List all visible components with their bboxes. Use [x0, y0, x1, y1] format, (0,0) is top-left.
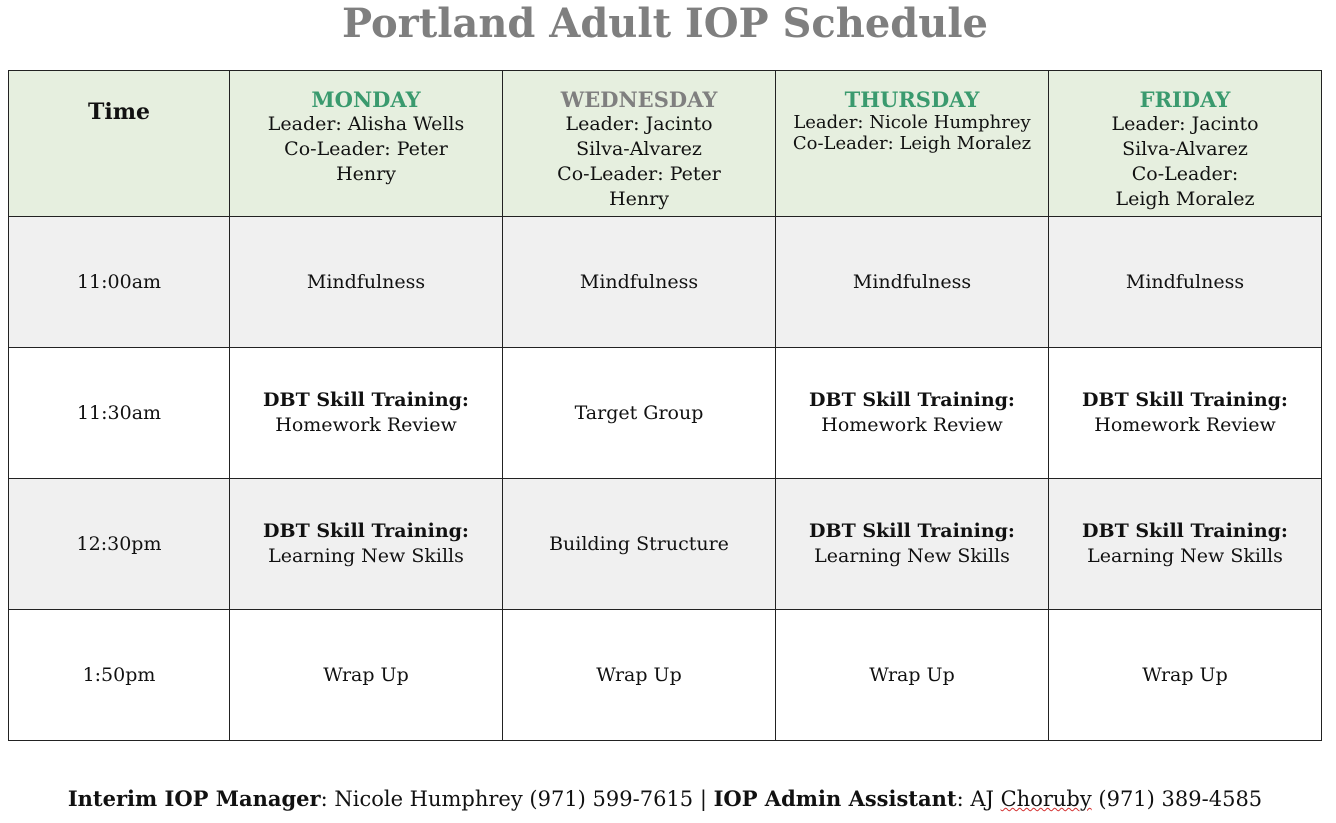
activity-text: Wrap Up	[869, 663, 955, 686]
day-header-wednesday	[503, 71, 776, 217]
day-header-friday	[1049, 71, 1322, 217]
day-header-monday	[230, 71, 503, 217]
assistant-label: IOP Admin Assistant	[713, 786, 957, 811]
activity-cell	[776, 217, 1049, 348]
activity-heading: DBT Skill Training:	[263, 389, 469, 411]
time-cell: 1:50pm	[9, 610, 230, 741]
activity-heading: DBT Skill Training:	[1082, 520, 1288, 542]
table-row	[9, 348, 1322, 479]
activity-text: Homework Review	[1094, 414, 1276, 436]
time-cell: 11:00am	[9, 217, 230, 348]
activity-text: Homework Review	[821, 414, 1003, 436]
activity-heading: DBT Skill Training:	[809, 389, 1015, 411]
page-title: Portland Adult IOP Schedule	[341, 0, 989, 47]
time-column-header	[9, 71, 230, 217]
time-header-label: Time	[87, 99, 150, 125]
day-name: THURSDAY	[844, 87, 980, 112]
activity-cell	[1049, 348, 1322, 479]
activity-cell	[230, 610, 503, 741]
day-name: WEDNESDAY	[560, 87, 718, 112]
activity-cell	[503, 348, 776, 479]
activity-cell	[1049, 610, 1322, 741]
activity-heading: DBT Skill Training:	[263, 520, 469, 542]
table-header-row	[9, 71, 1322, 217]
activity-cell	[230, 217, 503, 348]
activity-text: Wrap Up	[1142, 663, 1228, 686]
day-co-leader: Co-Leader: Peter Henry	[557, 163, 721, 210]
activity-cell	[776, 348, 1049, 479]
activity-text: Learning New Skills	[814, 545, 1010, 567]
day-header-thursday	[776, 71, 1049, 217]
assistant-phone: (971) 389-4585	[1091, 787, 1263, 811]
activity-text: Mindfulness	[852, 270, 972, 293]
spellcheck-flagged-word: Choruby	[1000, 787, 1092, 811]
day-leader: Leader: Jacinto Silva-Alvarez	[565, 113, 713, 160]
activity-text: Mindfulness	[1125, 270, 1245, 293]
day-leader: Leader: Alisha Wells	[267, 113, 465, 135]
activity-text: Learning New Skills	[1087, 545, 1283, 567]
day-name: FRIDAY	[1139, 87, 1231, 112]
activity-text: Wrap Up	[596, 663, 682, 686]
activity-text: Building Structure	[549, 532, 729, 555]
activity-cell	[776, 479, 1049, 610]
activity-cell	[503, 610, 776, 741]
day-co-leader: Co-Leader: Leigh Moralez	[792, 133, 1032, 154]
activity-heading: DBT Skill Training:	[809, 520, 1015, 542]
day-leader: Leader: Jacinto Silva-Alvarez	[1111, 113, 1259, 160]
day-leader: Leader: Nicole Humphrey	[793, 112, 1031, 133]
manager-contact: : Nicole Humphrey (971) 599-7615 |	[320, 787, 714, 811]
activity-text: Homework Review	[275, 414, 457, 436]
schedule-table	[8, 70, 1322, 741]
activity-cell	[776, 610, 1049, 741]
activity-cell	[503, 479, 776, 610]
day-name: MONDAY	[311, 87, 421, 112]
day-co-leader: Co-Leader: Peter Henry	[284, 138, 448, 185]
day-co-leader: Co-Leader: Leigh Moralez	[1115, 163, 1255, 210]
activity-cell	[503, 217, 776, 348]
time-cell: 12:30pm	[9, 479, 230, 610]
activity-text: Mindfulness	[579, 270, 699, 293]
table-row	[9, 217, 1322, 348]
activity-cell	[230, 479, 503, 610]
manager-label: Interim IOP Manager	[67, 786, 321, 811]
table-row	[9, 610, 1322, 741]
table-row	[9, 479, 1322, 610]
time-cell: 11:30am	[9, 348, 230, 479]
activity-text: Learning New Skills	[268, 545, 464, 567]
activity-cell	[1049, 479, 1322, 610]
activity-cell	[1049, 217, 1322, 348]
activity-heading: DBT Skill Training:	[1082, 389, 1288, 411]
activity-text: Wrap Up	[323, 663, 409, 686]
activity-text: Target Group	[574, 401, 704, 424]
contact-footer	[0, 784, 1330, 814]
activity-cell	[230, 348, 503, 479]
activity-text: Mindfulness	[306, 270, 426, 293]
assistant-contact-prefix: : AJ	[956, 787, 1001, 811]
